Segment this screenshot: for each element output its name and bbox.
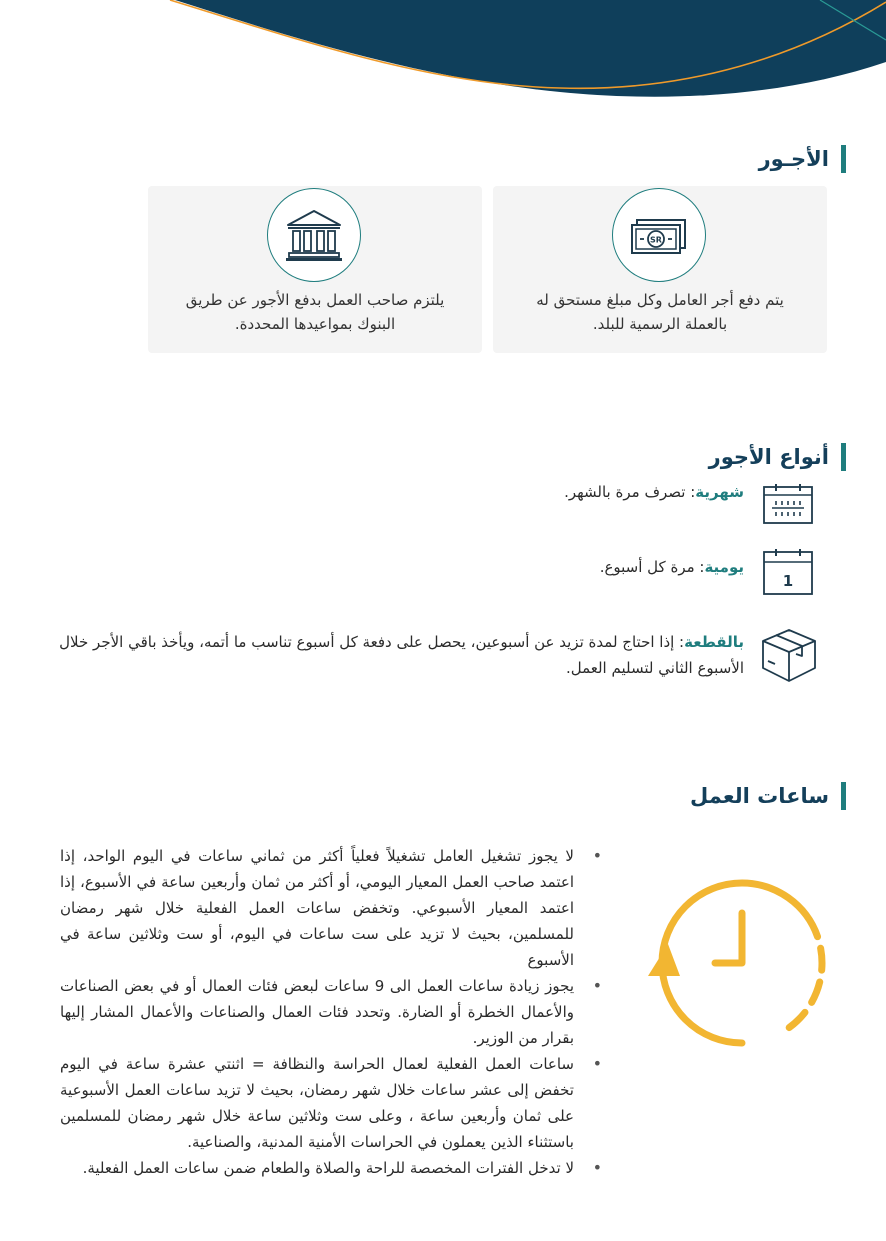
wage-card-currency-text: يتم دفع أجر العامل وكل مبلغ مستحق له بالعملة الرسمية للبلد. — [536, 291, 784, 333]
bank-icon — [268, 189, 360, 281]
wage-type-piecework-text: : إذا احتاج لمدة تزيد عن أسبوعين، يحصل على دفعة كل أسبوع تناسب ما أتمه، ويأخذ باقي الأجر خلال الأسبوع الثاني لتسليم العمل. — [59, 633, 744, 677]
wage-card-currency — [493, 186, 827, 353]
clock-icon-hands — [715, 913, 742, 963]
work-hours-bullet: • لا تدخل الفترات المخصصة للراحة والصلاة والطعام ضمن ساعات العمل الفعلية. — [60, 1155, 574, 1181]
header-wave-decoration — [0, 0, 886, 110]
calendar-day-icon — [762, 548, 814, 596]
wage-card-banks — [148, 186, 482, 353]
calendar-day-number: 1 — [782, 572, 794, 590]
work-hours-title: ساعات العمل — [690, 782, 846, 810]
clock-icon — [642, 868, 842, 1058]
wage-type-piecework — [54, 629, 744, 681]
money-icon-circle — [612, 188, 706, 282]
wage-type-weekly-label: يومية — [704, 558, 744, 576]
bank-icon-circle — [267, 188, 361, 282]
work-hours-bullet: • يجوز زيادة ساعات العمل الى 9 ساعات لبعض فئات العمال أو في بعض الصناعات والأعمال الخطرة أو الضارة. وتحدد فئات العمال والصناعات والأعمال المشار إليها بقرار من الوزير. — [60, 973, 574, 1051]
work-hours-bullet: • ساعات العمل الفعلية لعمال الحراسة والنظافة = اثنتي عشرة ساعة في اليوم تخفض إلى عشر ساعات خلال شهر رمضان، بحيث لا تزيد ساعات العمل الأسبوعية على ثمان وأربعين ساعة ، وعلى ست وثلاثين ساعة خلال شهر رمضان للمسلمين باستثناء الذين يعملون في الحراسات الأمنية المدنية، والصناعية. — [60, 1051, 574, 1155]
wage-type-piecework-label: بالقطعة — [684, 633, 744, 651]
wage-type-weekly — [144, 554, 744, 580]
wage-types-title: أنواع الأجور — [709, 443, 846, 471]
box-icon — [760, 627, 818, 683]
work-hours-bullet-list — [60, 843, 602, 1181]
currency-badge: SR — [650, 235, 662, 245]
wages-title: الأجـور — [759, 145, 846, 173]
wage-type-weekly-text: : مرة كل أسبوع. — [599, 558, 705, 576]
money-icon — [613, 189, 705, 281]
wage-type-monthly — [144, 479, 744, 505]
work-hours-bullet: • لا يجوز تشغيل العامل تشغيلاً فعلياً أكثر من ثماني ساعات في اليوم الواحد، إذا اعتمد صاحب العمل المعيار اليومي، أو أكثر من ثمان وأربعين ساعة في الأسبوع، إذا اعتمد المعيار الأسبوعي. وتخفض ساعات العمل الفعلية خلال شهر رمضان للمسلمين، بحيث لا تزيد على ست ساعات في اليوم، أو ست وثلاثين ساعة في الأسبوع — [60, 843, 574, 973]
wage-type-monthly-text: : تصرف مرة بالشهر. — [564, 483, 696, 501]
header-wave-navy — [175, 0, 886, 97]
wage-type-monthly-label: شهرية — [695, 483, 744, 501]
calendar-icon — [762, 483, 814, 525]
wage-card-banks-text: يلتزم صاحب العمل بدفع الأجور عن طريق البنوك بمواعيدها المحددة. — [185, 291, 445, 333]
